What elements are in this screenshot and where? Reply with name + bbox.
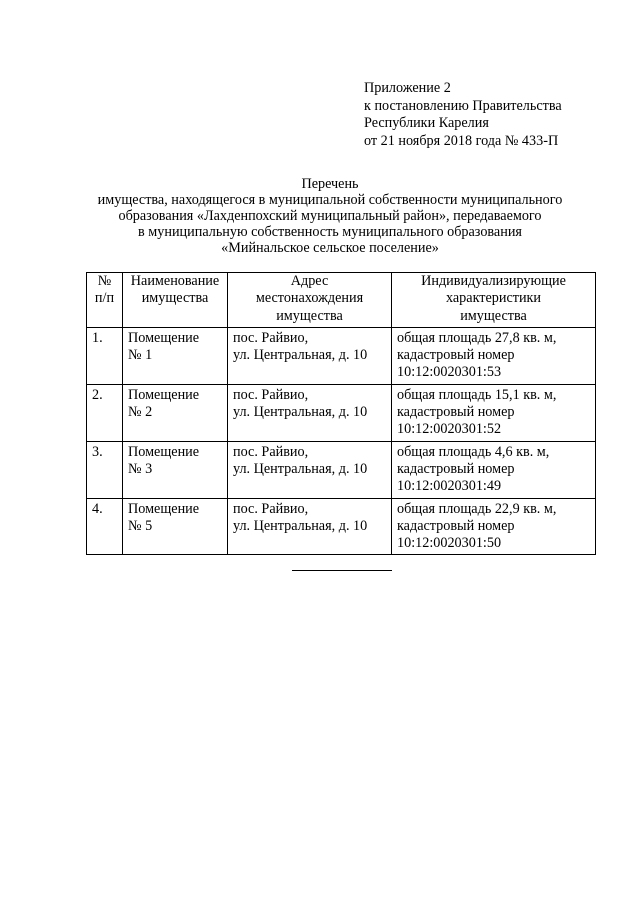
cell-details: общая площадь 22,9 кв. м, кадастровый номер 10:12:0020301:50	[392, 498, 596, 555]
cell-number: 3.	[87, 441, 123, 498]
cell-name: Помещение № 5	[123, 498, 228, 555]
cell-name: Помещение № 1	[123, 327, 228, 384]
cell-details: общая площадь 27,8 кв. м, кадастровый номер 10:12:0020301:53	[392, 327, 596, 384]
cell-address: пос. Райвио, ул. Центральная, д. 10	[228, 498, 392, 555]
cell-address: пос. Райвио, ул. Центральная, д. 10	[228, 384, 392, 441]
property-table	[86, 272, 596, 555]
cell-number: 1.	[87, 327, 123, 384]
cell-number: 4.	[87, 498, 123, 555]
document-title	[60, 176, 600, 256]
table-row	[87, 384, 596, 441]
header-number: № п/п	[87, 273, 123, 328]
title-heading: Перечень	[301, 176, 359, 192]
table-row	[87, 327, 596, 384]
cell-address: пос. Райвио, ул. Центральная, д. 10	[228, 327, 392, 384]
title-line: «Мийнальское сельское поселение»	[221, 240, 439, 256]
end-divider	[292, 570, 392, 571]
appendix-date-line: от 21 ноября 2018 года № 433-П	[364, 132, 559, 149]
appendix-title: Приложение 2	[364, 80, 451, 96]
table-header-row	[87, 273, 596, 328]
title-line: имущества, находящегося в муниципальной собственности муниципального	[97, 192, 563, 208]
cell-details: общая площадь 15,1 кв. м, кадастровый номер 10:12:0020301:52	[392, 384, 596, 441]
title-line: в муниципальную собственность муниципального образования	[138, 224, 522, 240]
table-row	[87, 498, 596, 555]
header-name: Наименование имущества	[123, 273, 228, 328]
table-row	[87, 441, 596, 498]
header-address: Адрес местонахождения имущества	[228, 273, 392, 328]
appendix-ref-line: к постановлению Правительства	[364, 97, 562, 114]
appendix-ref-line: Республики Карелия	[364, 115, 489, 131]
cell-name: Помещение № 3	[123, 441, 228, 498]
cell-name: Помещение № 2	[123, 384, 228, 441]
cell-details: общая площадь 4,6 кв. м, кадастровый номер 10:12:0020301:49	[392, 441, 596, 498]
appendix-block	[364, 80, 562, 150]
cell-address: пос. Райвио, ул. Центральная, д. 10	[228, 441, 392, 498]
header-characteristics: Индивидуализирующие характеристики имущества	[392, 273, 596, 328]
title-line: образования «Лахденпохский муниципальный район», передаваемого	[118, 208, 542, 224]
cell-number: 2.	[87, 384, 123, 441]
